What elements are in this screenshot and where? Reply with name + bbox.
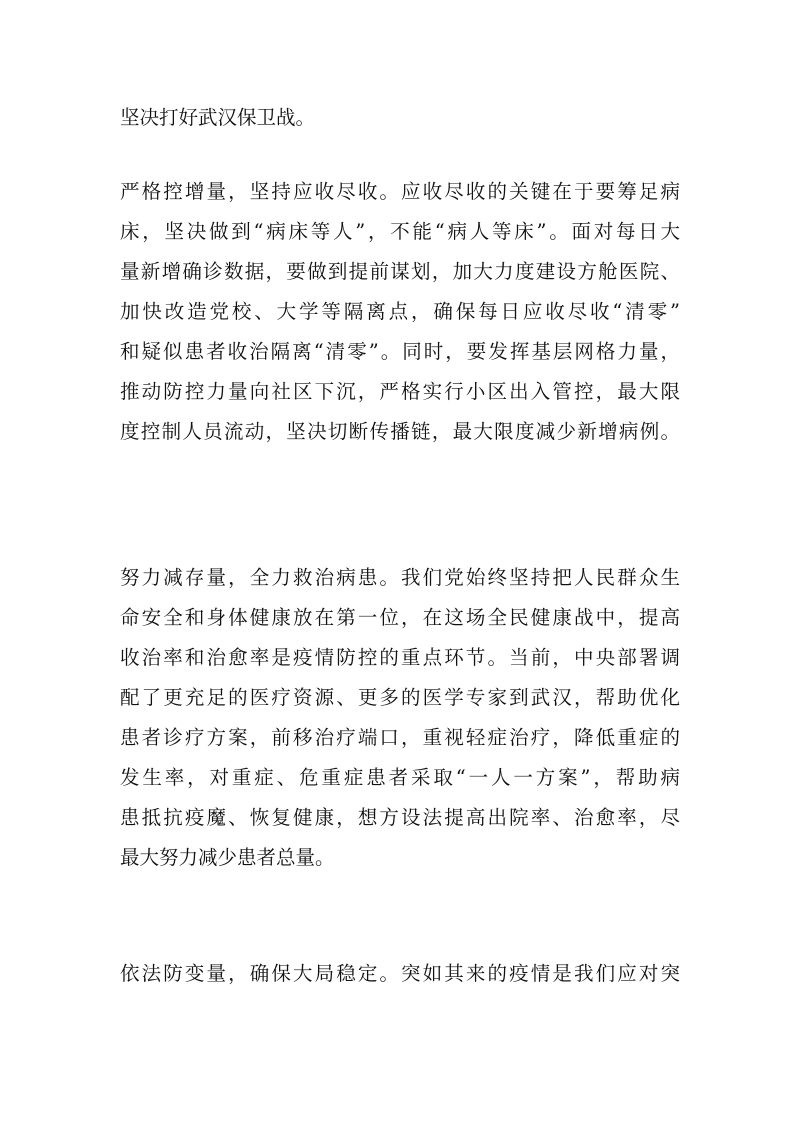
document-body — [120, 0, 680, 1123]
paragraph-2-line-3: 配了更充足的医疗资源、更多的医学专家到武汉，帮助优化 — [120, 686, 680, 709]
paragraph-2-line-6: 患抵抗疫魔、恢复健康，想方设法提高出院率、治愈率，尽 — [120, 806, 680, 829]
paragraph-1-line-2: 量新增确诊数据，要做到提前谋划，加大力度建设方舱医院、 — [120, 260, 680, 283]
paragraph-2-line-7: 最大努力减少患者总量。 — [120, 846, 335, 869]
paragraph-2-line-2: 收治率和治愈率是疫情防控的重点环节。当前，中央部署调 — [120, 646, 680, 669]
paragraph-2-line-5: 发生率，对重症、危重症患者采取“一人一方案”，帮助病 — [120, 766, 680, 789]
paragraph-2-line-4: 患者诊疗方案，前移治疗端口，重视轻症治疗，降低重症的 — [120, 726, 680, 749]
paragraph-1-line-4: 和疑似患者收治隔离“清零”。同时，要发挥基层网格力量， — [120, 340, 680, 363]
paragraph-1-line-3: 加快改造党校、大学等隔离点，确保每日应收尽收“清零” — [120, 300, 680, 323]
paragraph-1-line-5: 推动防控力量向社区下沉，严格实行小区出入管控，最大限 — [120, 380, 680, 403]
paragraph-1-line-1: 床，坚决做到“病床等人”，不能“病人等床”。面对每日大 — [120, 220, 680, 243]
paragraph-1-line-6: 度控制人员流动，坚决切断传播链，最大限度减少新增病例。 — [120, 420, 680, 443]
paragraph-1-line-0: 严格控增量，坚持应收尽收。应收尽收的关键在于要筹足病 — [120, 180, 680, 203]
paragraph-3-line-0: 依法防变量，确保大局稳定。突如其来的疫情是我们应对突 — [120, 962, 680, 985]
paragraph-2-line-0: 努力减存量，全力救治病患。我们党始终坚持把人民群众生 — [120, 566, 680, 589]
paragraph-2-line-1: 命安全和身体健康放在第一位，在这场全民健康战中，提高 — [120, 606, 680, 629]
paragraph-0-line-0: 坚决打好武汉保卫战。 — [120, 106, 316, 129]
